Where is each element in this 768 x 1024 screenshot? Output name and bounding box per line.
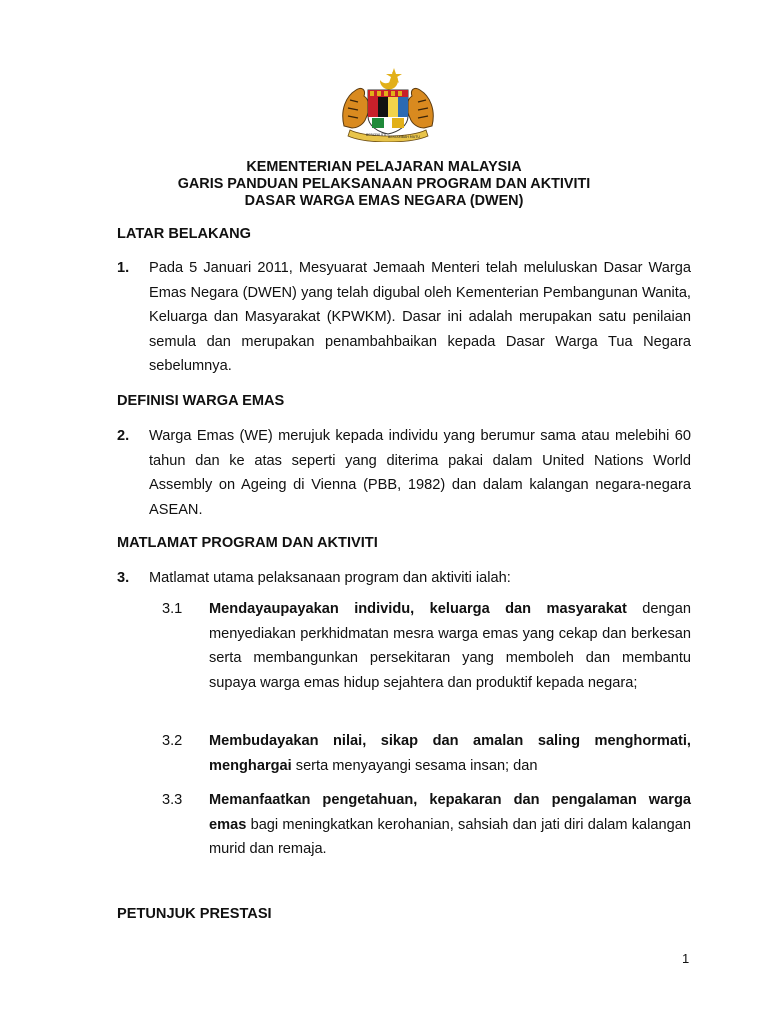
paragraph-text: Pada 5 Januari 2011, Mesyuarat Jemaah Menteri telah meluluskan Dasar Warga Emas Negara (DWEN) yang telah digubal oleh Kementerian Pembangunan Wanita, Keluarga dan Masyarakat (KPWKM). Dasar ini adalah merupakan satu penilaian semula dan merupakan penambahbaikan kepada Dasar Warga Tua Negara sebelumnya. (149, 260, 691, 375)
paragraph-3 (117, 566, 691, 591)
list-item-rest-text: bagi meningkatkan kerohanian, sahsiah dan jati diri dalam kalangan murid dan remaja. (209, 816, 691, 858)
list-item-3-2 (162, 729, 691, 778)
list-item-3-1 (162, 597, 691, 695)
heading-petunjuk-prestasi: PETUNJUK PRESTASI (117, 906, 272, 922)
motto-right-text: BERTAMBAH MUTU (388, 135, 420, 139)
heading-definisi-warga-emas: DEFINISI WARGA EMAS (117, 393, 285, 409)
list-item-rest-text: dengan menyediakan perkhidmatan mesra warga emas yang cekap dan berkesan serta membangunkan persekitaran yang memboleh dan membantu supaya warga emas hidup sejahtera dan produktif kepada negara; (209, 601, 691, 691)
paragraph-1 (117, 256, 691, 379)
coat-of-arms-emblem (336, 66, 440, 142)
list-item-bold-text: Mendayaupayakan individu, keluarga dan masyarakat (209, 601, 627, 617)
list-item-number: 3.3 (162, 792, 183, 808)
paragraph-text: Warga Emas (WE) merujuk kepada individu yang berumur sama atau melebihi 60 tahun dan ke atas seperti yang diterima pakai dalam United Nations World Assembly on Ageing di Vienna (PBB, 1982) dan dalam kalangan negara-negara ASEAN. (149, 428, 691, 518)
list-item-text (209, 597, 691, 695)
title-line-1: KEMENTERIAN PELAJARAN MALAYSIA (246, 159, 522, 175)
list-item-text (209, 729, 691, 778)
list-item-bold-text: Memanfaatkan pengetahuan, kepakaran dan pengalaman warga emas (209, 792, 691, 833)
list-item-number: 3.1 (162, 601, 183, 617)
list-item-rest-text: serta menyayangi sesama insan; dan (291, 757, 538, 774)
document-title (0, 159, 768, 210)
list-item-bold-text: Membudayakan nilai, sikap dan amalan saling menghormati, menghargai (209, 733, 691, 774)
paragraph-number: 3. (117, 570, 130, 586)
page-number: 1 (682, 951, 690, 966)
list-item-3-3 (162, 788, 691, 862)
title-line-2: GARIS PANDUAN PELAKSANAAN PROGRAM DAN AKTIVITI (177, 176, 591, 192)
paragraph-number: 1. (117, 260, 130, 276)
list-item-text (209, 788, 691, 862)
paragraph-number: 2. (117, 428, 130, 444)
paragraph-2 (117, 424, 691, 522)
heading-matlamat: MATLAMAT PROGRAM DAN AKTIVITI (117, 535, 378, 551)
heading-latar-belakang: LATAR BELAKANG (117, 226, 252, 242)
list-item-number: 3.2 (162, 733, 183, 749)
title-line-3: DASAR WARGA EMAS NEGARA (DWEN) (244, 193, 524, 209)
motto-left-text: BERSEKUTU (366, 133, 387, 137)
paragraph-text: Matlamat utama pelaksanaan program dan aktiviti ialah: (149, 570, 511, 586)
